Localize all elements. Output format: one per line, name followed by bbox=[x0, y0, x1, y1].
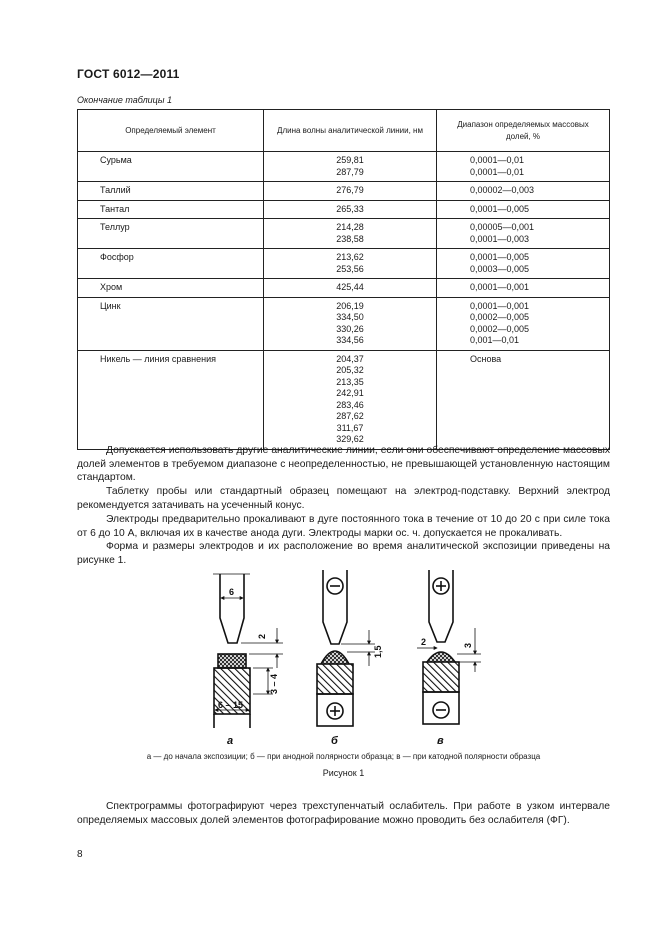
dim-b-gap: 1,5 bbox=[373, 645, 383, 658]
cell-element: Хром bbox=[78, 279, 264, 298]
electrode-c-upper bbox=[429, 570, 453, 642]
paragraph-2-text: Таблетку пробы или стандартный образец помещают на электрод-подставку. Верхний электрод рекомендуется затачивать на усеченный конус. bbox=[77, 486, 610, 511]
electrode-c-lower bbox=[423, 652, 459, 724]
range-value: 0,0001—0,005 bbox=[470, 203, 530, 214]
range-value: 0,0003—0,005 bbox=[470, 263, 530, 274]
figure-caption: а — до начала экспозиции; б — при анодной полярности образца; в — при катодной полярности образца bbox=[146, 752, 541, 761]
wavelength-value: 265,33 bbox=[336, 203, 364, 214]
wavelength-value: 206,19 bbox=[336, 300, 364, 311]
cell-element: Таллий bbox=[78, 182, 264, 201]
cell-ranges bbox=[437, 219, 610, 249]
range-value: 0,001—0,01 bbox=[470, 335, 520, 345]
wavelength-value: 329,62 bbox=[336, 434, 364, 444]
range-value: 0,00002—0,003 bbox=[470, 185, 535, 195]
subfigure-label-b: б bbox=[331, 735, 338, 747]
paragraph-2 bbox=[77, 485, 610, 512]
cell-wavelengths bbox=[264, 249, 437, 279]
range-value: 0,0002—0,005 bbox=[470, 312, 530, 322]
range-value: 0,0001—0,01 bbox=[470, 155, 525, 165]
spectral-lines-table bbox=[77, 109, 610, 450]
dim-a-gap: 2 bbox=[257, 633, 267, 639]
cell-wavelengths bbox=[264, 350, 437, 449]
dim-a-lower: 6 – 15 bbox=[218, 700, 244, 710]
paragraph-4 bbox=[77, 540, 610, 567]
cell-wavelengths bbox=[264, 182, 437, 201]
cell-wavelengths bbox=[264, 219, 437, 249]
cell-ranges bbox=[437, 152, 610, 182]
range-value: 0,0001—0,01 bbox=[470, 166, 525, 177]
wavelength-value: 287,62 bbox=[336, 411, 364, 421]
cell-element: Теллур bbox=[78, 219, 264, 249]
range-value: 0,0001—0,003 bbox=[470, 233, 530, 244]
cell-ranges bbox=[437, 182, 610, 201]
table-header-row bbox=[78, 110, 610, 152]
table-row bbox=[78, 200, 610, 219]
wavelength-value: 253,56 bbox=[336, 263, 364, 274]
dim-c-left: 2 bbox=[421, 637, 427, 647]
cell-ranges bbox=[437, 350, 610, 449]
range-value: 0,0001—0,001 bbox=[470, 300, 530, 311]
wavelength-value: 330,26 bbox=[336, 323, 364, 334]
figure-title: Рисунок 1 bbox=[322, 768, 365, 778]
dim-a-width: 6 bbox=[229, 587, 235, 597]
column-header-element: Определяемый элемент bbox=[78, 110, 264, 152]
cell-wavelengths bbox=[264, 279, 437, 298]
cell-wavelengths bbox=[264, 297, 437, 350]
wavelength-value: 425,44 bbox=[336, 282, 364, 292]
wavelength-value: 242,91 bbox=[336, 388, 364, 398]
table-row bbox=[78, 279, 610, 298]
wavelength-value: 334,56 bbox=[336, 335, 364, 345]
range-value: 0,00005—0,001 bbox=[470, 222, 535, 232]
wavelength-value: 213,35 bbox=[336, 376, 364, 387]
range-value: 0,0001—0,001 bbox=[470, 282, 530, 292]
column-header-wavelength: Длина волны аналитической линии, нм bbox=[264, 110, 437, 152]
wavelength-value: 287,79 bbox=[336, 166, 364, 177]
cell-element: Никель — линия сравнения bbox=[78, 350, 264, 449]
paragraph-4-text: Форма и размеры электродов и их расположение во время аналитической экспозиции приведены на рисунке 1. bbox=[77, 541, 610, 566]
wavelength-value: 283,46 bbox=[336, 399, 364, 410]
column-header-range: Диапазон определяемых массовых долей, % bbox=[437, 110, 610, 152]
table-row bbox=[78, 297, 610, 350]
range-value: Основа bbox=[470, 353, 502, 364]
wavelength-value: 205,32 bbox=[336, 365, 364, 375]
table-caption: Окончание таблицы 1 bbox=[77, 95, 172, 105]
wavelength-value: 276,79 bbox=[336, 185, 364, 195]
wavelength-value: 213,62 bbox=[336, 252, 364, 262]
wavelength-value: 311,67 bbox=[336, 422, 364, 433]
cell-wavelengths bbox=[264, 200, 437, 219]
cell-ranges bbox=[437, 200, 610, 219]
wavelength-value: 204,37 bbox=[336, 353, 364, 364]
cell-ranges bbox=[437, 297, 610, 350]
cell-wavelengths bbox=[264, 152, 437, 182]
paragraph-3 bbox=[77, 513, 610, 540]
wavelength-value: 334,50 bbox=[336, 312, 364, 322]
electrode-a-upper bbox=[213, 574, 250, 643]
cell-element: Цинк bbox=[78, 297, 264, 350]
range-value: 0,0002—0,005 bbox=[470, 323, 530, 334]
cell-element: Фосфор bbox=[78, 249, 264, 279]
range-value: 0,0001—0,005 bbox=[470, 252, 530, 262]
cell-element: Тантал bbox=[78, 200, 264, 219]
paragraph-3-text: Электроды предварительно прокаливают в дуге постоянного тока в течение от 10 до 20 с при силе тока от 6 до 10 А, включая их в качестве анода дуги. Электроды марки ос. ч. допускается не прокаливать. bbox=[77, 514, 610, 539]
subfigure-label-a: а bbox=[227, 735, 234, 747]
document-header: ГОСТ 6012—2011 bbox=[77, 67, 180, 81]
subfigure-label-c: в bbox=[437, 735, 444, 747]
wavelength-value: 214,28 bbox=[336, 222, 364, 232]
dim-c-right: 3 bbox=[463, 642, 473, 648]
table-row bbox=[78, 350, 610, 449]
cell-ranges bbox=[437, 279, 610, 298]
table-row bbox=[78, 182, 610, 201]
electrode-a-lower bbox=[214, 654, 250, 728]
table-row bbox=[78, 152, 610, 182]
wavelength-value: 238,58 bbox=[336, 233, 364, 244]
table-row bbox=[78, 219, 610, 249]
wavelength-value: 259,81 bbox=[336, 155, 364, 165]
paragraph-1 bbox=[77, 444, 610, 485]
table-row bbox=[78, 249, 610, 279]
cell-ranges bbox=[437, 249, 610, 279]
paragraph-1-text: Допускается использовать другие аналитические линии, если они обеспечивают определение массовых долей элементов в требуемом диапазоне с неопределенностью, не превышающей установленную настоящим стандартом. bbox=[77, 445, 610, 484]
paragraph-5-text: Спектрограммы фотографируют через трехступенчатый ослабитель. При работе в узком интервале определяемых массовых долей элементов фотографирование можно проводить без ослабителя (ФГ). bbox=[77, 801, 610, 826]
dim-a-height: 3 – 4 bbox=[269, 673, 279, 694]
paragraph-5 bbox=[77, 800, 610, 827]
electrode-figure bbox=[77, 568, 610, 750]
cell-element: Сурьма bbox=[78, 152, 264, 182]
page-number: 8 bbox=[77, 849, 83, 860]
electrode-b-upper bbox=[323, 570, 347, 644]
